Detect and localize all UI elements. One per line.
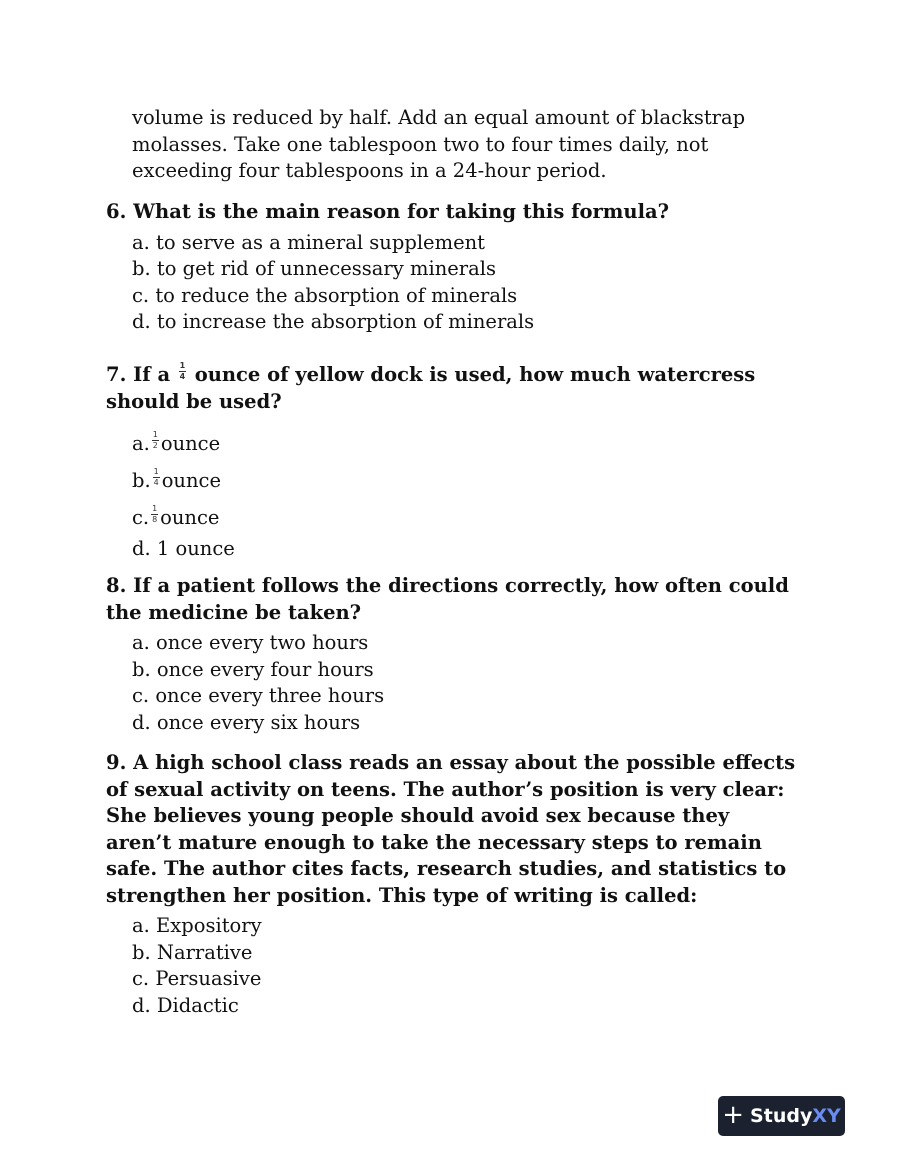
question-7-prefix: 7. If a xyxy=(106,363,171,386)
question-9-text: 9. A high school class reads an essay about the possible effects of sexual activity on teens. The author’s position is very clear: She believes young people should avoid sex because they aren’t mature enough to take the necessary steps to remain safe. The author cites facts, research studies, and statistics to strengthen her position. This type of writing is called: xyxy=(106,751,796,907)
option-b: b. $\frac{1}{4}$ ounce xyxy=(132,467,222,492)
option-d: d. once every six hours xyxy=(132,710,361,734)
option-b: b. to get rid of unnecessary minerals xyxy=(132,257,496,280)
question-6-options xyxy=(132,230,796,336)
intro-paragraph xyxy=(132,105,772,185)
studyxy-badge[interactable] xyxy=(718,1096,845,1136)
option-c: c. Persuasive xyxy=(132,967,262,990)
question-7-text xyxy=(106,362,796,415)
fraction-one-eighth: $\frac{1}{8}$ xyxy=(152,504,158,524)
option-d: d. Didactic xyxy=(132,993,239,1017)
brand-accent: XY xyxy=(812,1105,841,1127)
option-b: b. Narrative xyxy=(132,940,253,964)
option-b: b. once every four hours xyxy=(132,657,374,681)
fraction-one-half: $\frac{1}{2}$ xyxy=(152,430,158,450)
question-8-options xyxy=(132,630,796,736)
option-c: c. $\frac{1}{8}$ ounce xyxy=(132,504,220,529)
option-a: a. once every two hours xyxy=(132,631,369,654)
intro-line: molasses. Take one tablespoon two to four times daily, not xyxy=(132,132,709,156)
brand-main: Study xyxy=(750,1105,813,1127)
intro-line: exceeding four tablespoons in a 24-hour period. xyxy=(132,159,607,182)
question-9 xyxy=(106,750,796,1019)
option-d: d. 1 ounce xyxy=(132,537,235,560)
intro-line: volume is reduced by half. Add an equal amount of blackstrap xyxy=(132,106,746,129)
option-a: a. Expository xyxy=(132,914,262,937)
option-c: c. once every three hours xyxy=(132,684,385,707)
question-6-text: 6. What is the main reason for taking this formula? xyxy=(106,200,670,223)
option-d: d. to increase the absorption of minerals xyxy=(132,310,535,333)
question-7-options xyxy=(132,425,796,563)
question-9-options xyxy=(132,913,796,1019)
question-8 xyxy=(106,573,796,736)
option-c: c. to reduce the absorption of minerals xyxy=(132,283,518,307)
question-7 xyxy=(106,362,796,563)
option-a: a. to serve as a mineral supplement xyxy=(132,230,486,254)
option-a: a. $\frac{1}{2}$ ounce xyxy=(132,430,221,455)
question-6 xyxy=(106,199,796,336)
fraction-one-quarter: $\frac{1}{4}$ xyxy=(153,467,159,487)
fraction-one-quarter: $\frac{1}{4}$ xyxy=(179,361,186,381)
plus-icon: + xyxy=(722,1100,745,1130)
question-7-suffix: ounce of yellow dock is used, how much watercress should be used? xyxy=(106,363,756,413)
question-8-text: 8. If a patient follows the directions correctly, how often could the medicine be taken? xyxy=(106,574,789,624)
